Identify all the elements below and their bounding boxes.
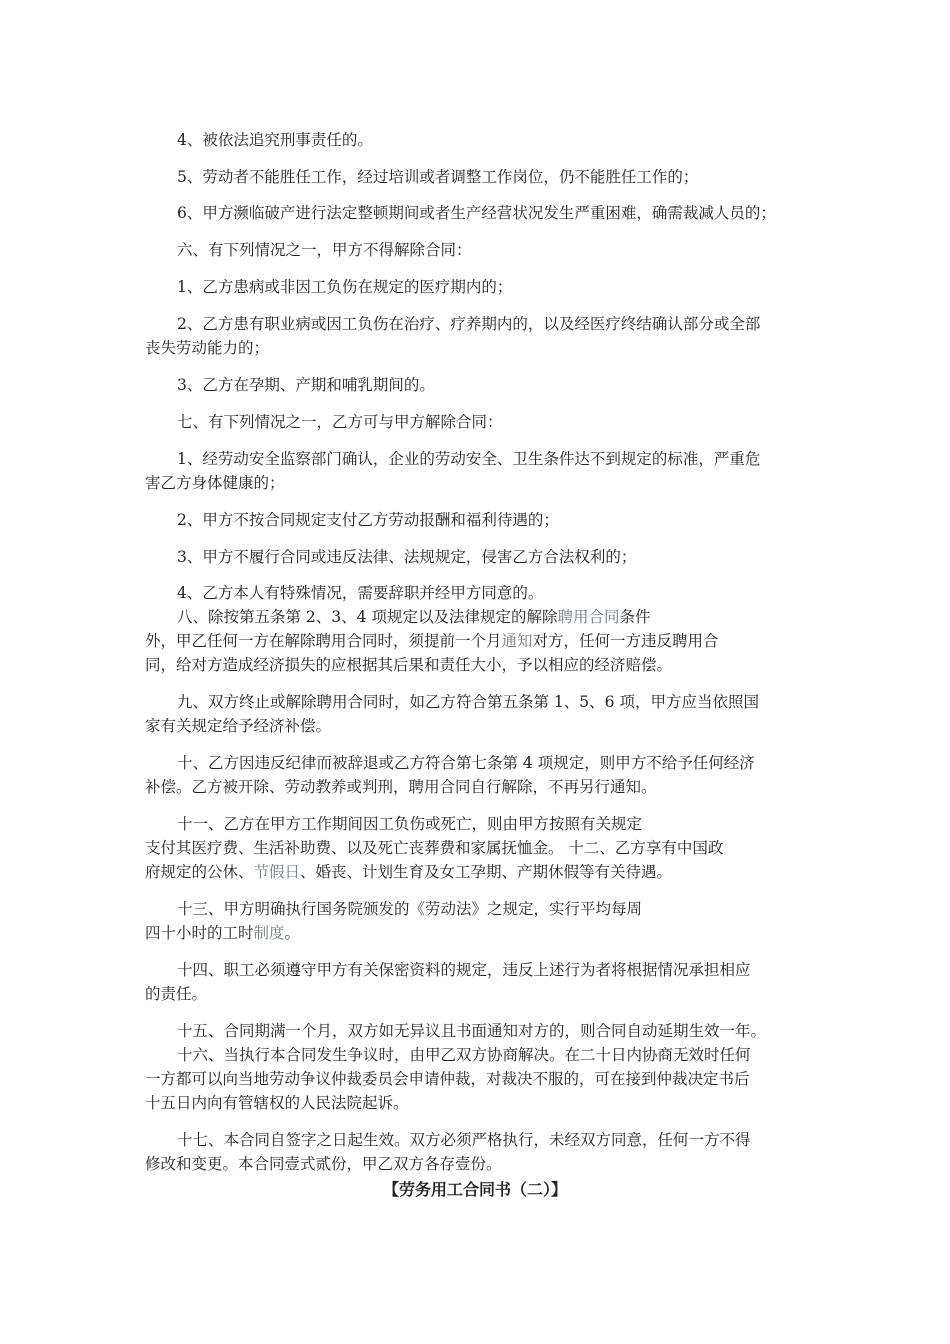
clause-10-line-1: 十、乙方因违反纪律而被辞退或乙方符合第七条第 4 项规定，则甲方不给予任何经济 <box>177 754 755 772</box>
clause-9-line-2: 家有关规定给予经济补偿。 <box>145 717 332 735</box>
clause-12-text-a: 府规定的公休、 <box>145 863 254 881</box>
clause-7-item-2: 2、甲方不按合同规定支付乙方劳动报酬和福利待遇的； <box>177 511 559 529</box>
clause-11-line-2: 支付其医疗费、生活补助费、以及死亡丧葬费和家属抚恤金。 十二、乙方享有中国政 <box>145 839 724 857</box>
clause-5-item-4: 4、被依法追究刑事责任的。 <box>177 131 373 149</box>
clause-17-line-2: 修改和变更。本合同壹式贰份，甲乙双方各存壹份。 <box>145 1155 502 1173</box>
document-title: 【劳务用工合同书（二）】 <box>382 1180 567 1199</box>
clause-9-line-1: 九、双方终止或解除聘用合同时，如乙方符合第五条第 1、5、6 项，甲方应当依照国 <box>177 693 759 711</box>
clause-7-item-3: 3、甲方不履行合同或违反法律、法规规定，侵害乙方合法权利的； <box>177 548 637 566</box>
clause-8-line-2-text-a: 外，甲乙任何一方在解除聘用合同时，须提前一个月 <box>145 632 502 650</box>
clause-6-item-1: 1、乙方患病或非因工负伤在规定的医疗期内的； <box>177 278 513 296</box>
clause-8-text-a: 八、除按第五条第 2、3、4 项规定以及法律规定的解除 <box>177 608 558 626</box>
clause-6-heading: 六、有下列情况之一，甲方不得解除合同： <box>177 241 472 259</box>
clause-7-item-4: 4、乙方本人有特殊情况，需要辞职并经甲方同意的。 <box>177 584 544 602</box>
clause-12-line-3 <box>145 860 815 884</box>
clause-13-text-a: 四十小时的工时 <box>145 924 254 942</box>
clause-5-item-5: 5、劳动者不能胜任工作，经过培训或者调整工作岗位，仍不能胜任工作的； <box>177 168 699 186</box>
clause-8-line-2 <box>145 629 815 653</box>
clause-13-line-1: 十三、甲方明确执行国务院颁发的《劳动法》之规定，实行平均每周 <box>177 900 643 918</box>
employment-contract-link[interactable]: 聘用合同 <box>557 608 620 626</box>
clause-12-text-b: 、婚丧、计划生育及女工孕期、产期休假等有关待遇。 <box>300 863 673 881</box>
clause-16-line-2: 一方都可以向当地劳动争议仲裁委员会申请仲裁，对裁决不服的，可在接到仲裁决定书后 <box>145 1070 750 1088</box>
clause-8-line-3: 同，给对方造成经济损失的应根据其后果和责任大小，予以相应的经济赔偿。 <box>145 656 673 674</box>
clause-6-item-2-line-1: 2、乙方患有职业病或因工负伤在治疗、疗养期内的，以及经医疗终结确认部分或全部 <box>177 315 761 333</box>
holiday-link[interactable]: 节假日 <box>253 863 301 881</box>
clause-11-line-1: 十一、乙方在甲方工作期间因工负伤或死亡，则由甲方按照有关规定 <box>177 815 643 833</box>
clause-8-line-2-text-b: 对方，任何一方违反聘用合 <box>532 632 719 650</box>
clause-16-line-3: 十五日内向有管辖权的人民法院起诉。 <box>145 1094 409 1112</box>
clause-7-heading: 七、有下列情况之一，乙方可与甲方解除合同： <box>177 413 503 431</box>
clause-13-line-2 <box>145 921 815 945</box>
clause-8-text-b: 条件 <box>619 608 651 626</box>
clause-10-line-2: 补偿。乙方被开除、劳动教养或判刑，聘用合同自行解除，不再另行通知。 <box>145 778 657 796</box>
clause-6-item-3: 3、乙方在孕期、产期和哺乳期间的。 <box>177 376 435 394</box>
clause-15: 十五、合同期满一个月，双方如无异议且书面通知对方的，则合同自动延期生效一年。 <box>177 1022 767 1040</box>
clause-17-line-1: 十七、本合同自签字之日起生效。双方必须严格执行，未经双方同意，任何一方不得 <box>177 1131 751 1149</box>
system-link[interactable]: 制度 <box>253 924 285 942</box>
clause-8-line-1 <box>145 605 815 629</box>
clause-14-line-2: 的责任。 <box>145 985 208 1003</box>
clause-16-line-1: 十六、当执行本合同发生争议时，由甲乙双方协商解决。在二十日内协商无效时任何 <box>177 1046 751 1064</box>
clause-7-item-1-line-2: 害乙方身体健康的； <box>145 474 285 492</box>
notice-link[interactable]: 通知 <box>501 632 533 650</box>
clause-6-item-2-line-2: 丧失劳动能力的； <box>145 339 270 357</box>
clause-14-line-1: 十四、职工必须遵守甲方有关保密资料的规定，违反上述行为者将根据情况承担相应 <box>177 961 751 979</box>
clause-5-item-6: 6、甲方濒临破产进行法定整顿期间或者生产经营状况发生严重困难，确需裁减人员的； <box>177 204 776 222</box>
clause-7-item-1-line-1: 1、经劳动安全监察部门确认，企业的劳动安全、卫生条件达不到规定的标准，严重危 <box>177 450 761 468</box>
clause-13-text-b: 。 <box>284 924 301 942</box>
